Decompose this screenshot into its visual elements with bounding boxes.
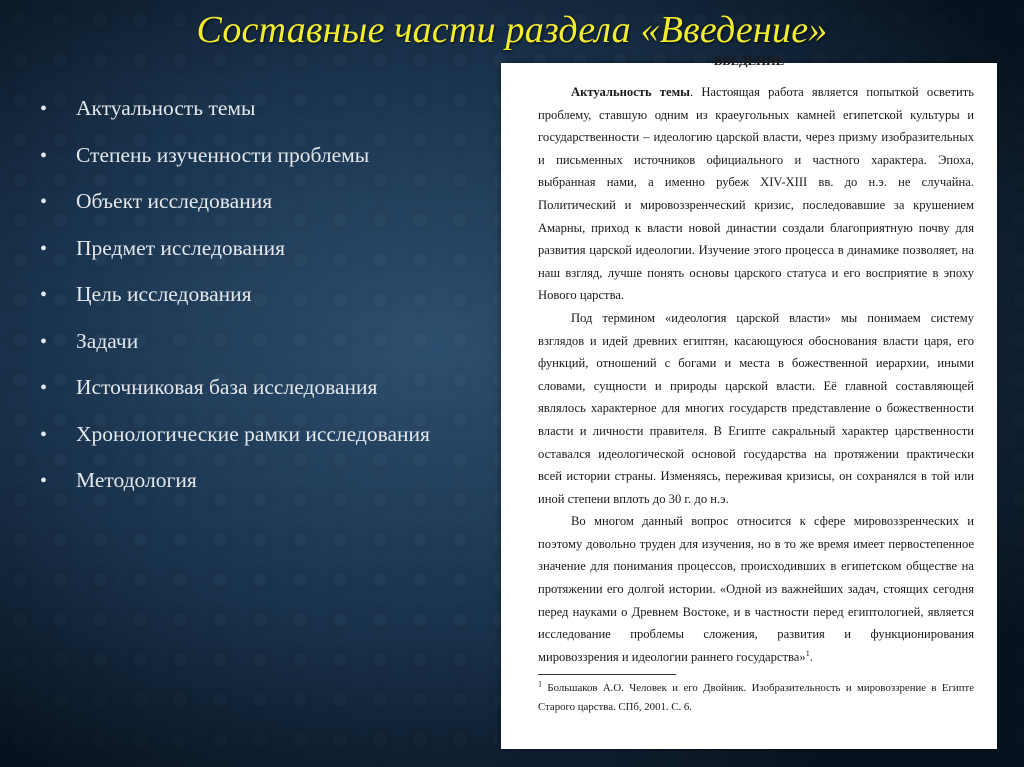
bullet-text: Актуальность темы — [76, 96, 256, 120]
bullet-list — [40, 96, 490, 515]
bullet-text: Степень изученности проблемы — [76, 142, 370, 167]
paragraph-text: Во многом данный вопрос относится к сфере мировоззренческих и поэтому довольно труден для изучения, но в то же время имеет первостепенное значение для понимания процессов, происходивших в египетском обществе на протяжении его долгой истории. «Одной из важнейших задач, стоящих сегодня перед науками о Древнем Востоке, и в частности перед египтологией, является исследование проблемы сложения, развития и функционирования мировоззрения и идеологии раннего государства» — [538, 514, 974, 664]
bullet-item — [40, 189, 490, 236]
footnote — [538, 679, 974, 717]
bullet-dot-icon: • — [40, 423, 48, 446]
bullet-dot-icon: • — [40, 470, 48, 492]
paragraph-text: Под термином «идеология царской власти» мы понимаем систему взглядов и идей древних египтян, касающуюся обоснования власти царя, его функций, отношений с богами и места в божественной иерархии, иными словами, сущности и природы царской власти. Её главной составляющей являлось характерное для многих государств представление о божественности власти и личности правителя. В Египте сакральный характер царственности оставался идеологической основой государства на протяжении практически всей истории страны. Изменяясь, переживая кризисы, он сохранялся в той или иной степени вплоть до 30 г. до н.э. — [538, 310, 974, 506]
footnote-number: 1 — [538, 679, 542, 689]
bullet-dot-icon: • — [40, 237, 48, 260]
bullet-item — [40, 236, 490, 283]
footnote-text: Большаков А.О. Человек и его Двойник. Изобразительность и мировоззрение в Египте Старого царства. СПб, 2001. С. 6. — [538, 682, 974, 714]
bullet-item — [40, 422, 490, 469]
footnote-separator — [538, 674, 676, 675]
bullet-text: Задачи — [76, 328, 139, 353]
paragraph-text: . Настоящая работа является попыткой осветить проблему, ставшую одним из краеугольных камней египетской культуры и государственности – идеологию царской власти, через призму изобразительных и письменных источников официального и частного характера. Эпоха, выбранная нами, а именно рубеж XIV-XIII вв. до н.э. не случайна. Политический и мировоззренческий кризис, последовавшие за крушением Амарны, приход к власти новой династии создали благоприятную почву для развития царской идеологии. Изучение этого процесса в динамике позволяет, на наш взгляд, лучше понять основы царского статуса и его восприятие в эпоху Нового царства. — [538, 85, 974, 303]
document-page-image — [501, 54, 997, 749]
paragraph-lead: Актуальность темы — [571, 85, 690, 99]
bullet-text: Методология — [76, 468, 197, 492]
bullet-dot-icon: • — [40, 98, 48, 120]
bullet-text: Хронологические рамки исследования — [76, 421, 430, 446]
footnote-reference: 1 — [805, 648, 810, 658]
bullet-dot-icon: • — [40, 284, 48, 306]
bullet-item — [40, 282, 490, 329]
bullet-dot-icon: • — [40, 330, 48, 353]
bullet-dot-icon: • — [40, 377, 48, 399]
document-paragraph — [538, 81, 974, 307]
paragraph-end: . — [809, 649, 813, 664]
bullet-item — [40, 468, 490, 515]
bullet-item — [40, 143, 490, 190]
bullet-text: Цель исследования — [76, 282, 252, 306]
document-paragraph — [538, 307, 974, 510]
document-heading: ВВЕДЕНИЕ — [713, 54, 785, 68]
bullet-dot-icon: • — [40, 191, 48, 213]
bullet-item — [40, 375, 490, 422]
slide-title: Составные части раздела «Введение» — [196, 9, 828, 51]
bullet-text: Объект исследования — [76, 189, 273, 213]
bullet-dot-icon: • — [40, 144, 48, 167]
bullet-item — [40, 329, 490, 376]
bullet-item — [40, 96, 490, 143]
bullet-text: Источниковая база исследования — [76, 375, 378, 399]
bullet-text: Предмет исследования — [76, 235, 285, 260]
document-paragraph — [538, 510, 974, 668]
